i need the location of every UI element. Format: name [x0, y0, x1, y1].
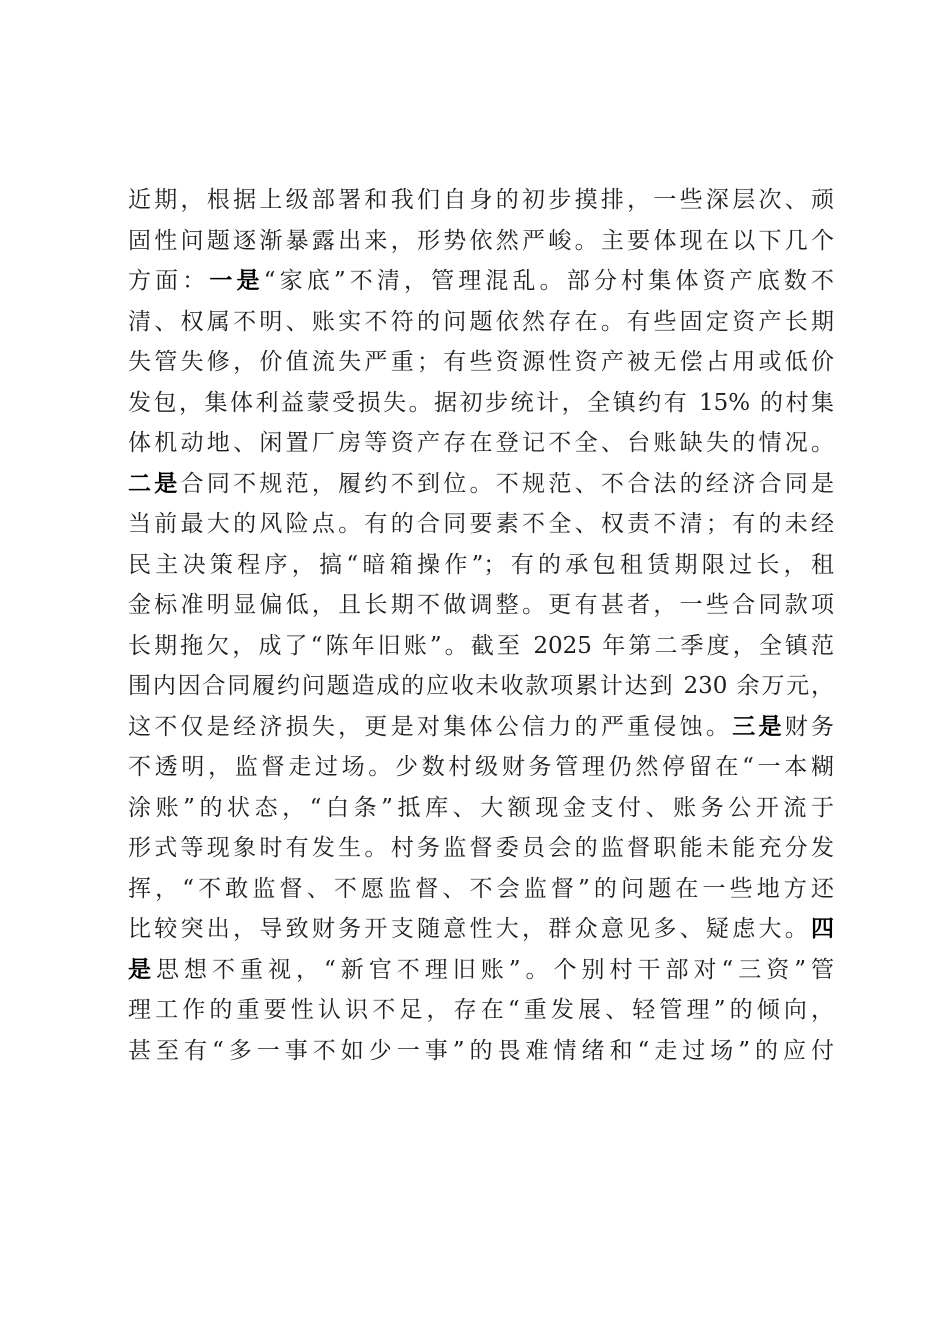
text-line: 挥，“不敢监督、不愿监督、不会监督”的问题在一些地方还 [128, 875, 834, 902]
text-line: 近期，根据上级部署和我们自身的初步摸排，一些深层次、顽 [128, 187, 834, 213]
text-line: 民主决策程序，搞“暗箱操作”；有的承包租赁期限过长，租 [128, 551, 834, 578]
text-line: 清、权属不明、账实不符的问题依然存在。有些固定资产长期 [128, 308, 834, 335]
text-line: 这不仅是经济损失，更是对集体公信力的严重侵蚀。三是财务 [128, 712, 834, 740]
text-line: 方面：一是“家底”不清，管理混乱。部分村集体资产底数不 [128, 267, 834, 294]
point-marker: 一是 [209, 267, 264, 294]
point-marker: 四 [811, 915, 834, 942]
body-paragraph [128, 180, 834, 1071]
text-line: 当前最大的风险点。有的合同要素不全、权责不清；有的未经 [128, 511, 834, 537]
text-line: 围内因合同履约问题造成的应收未收款项累计达到 230 余万元， [128, 673, 834, 699]
text-line: 体机动地、闲置厂房等资产存在登记不全、台账缺失的情况。 [128, 430, 834, 456]
point-marker: 三是 [732, 712, 785, 740]
text-line: 是思想不重视，“新官不理旧账”。个别村干部对“三资”管 [128, 955, 834, 983]
text-line: 长期拖欠，成了“陈年旧账”。截至 2025 年第二季度，全镇范 [128, 632, 834, 659]
text-line: 比较突出，导致财务开支随意性大，群众意见多、疑虑大。四 [128, 915, 834, 942]
text-line: 二是合同不规范，履约不到位。不规范、不合法的经济合同是 [128, 469, 834, 497]
point-marker: 二是 [128, 469, 181, 497]
text-line: 甚至有“多一事不如少一事”的畏难情绪和“走过场”的应付 [128, 1037, 834, 1064]
text-line: 金标准明显偏低，且长期不做调整。更有甚者，一些合同款项 [128, 592, 834, 618]
text-line: 不透明，监督走过场。少数村级财务管理仍然停留在“一本糊 [128, 754, 834, 780]
text-line: 形式等现象时有发生。村务监督委员会的监督职能未能充分发 [128, 835, 834, 861]
text-line: 涂账”的状态，“白条”抵库、大额现金支付、账务公开流于 [128, 794, 834, 821]
text-line: 固性问题逐渐暴露出来，形势依然严峻。主要体现在以下几个 [128, 227, 834, 254]
text-line: 失管失修，价值流失严重；有些资源性资产被无偿占用或低价 [128, 349, 834, 375]
text-line: 发包，集体利益蒙受损失。据初步统计，全镇约有 15% 的村集 [128, 389, 834, 416]
point-marker: 是 [128, 955, 156, 983]
text-line: 理工作的重要性认识不足，存在“重发展、轻管理”的倾向， [128, 997, 834, 1023]
